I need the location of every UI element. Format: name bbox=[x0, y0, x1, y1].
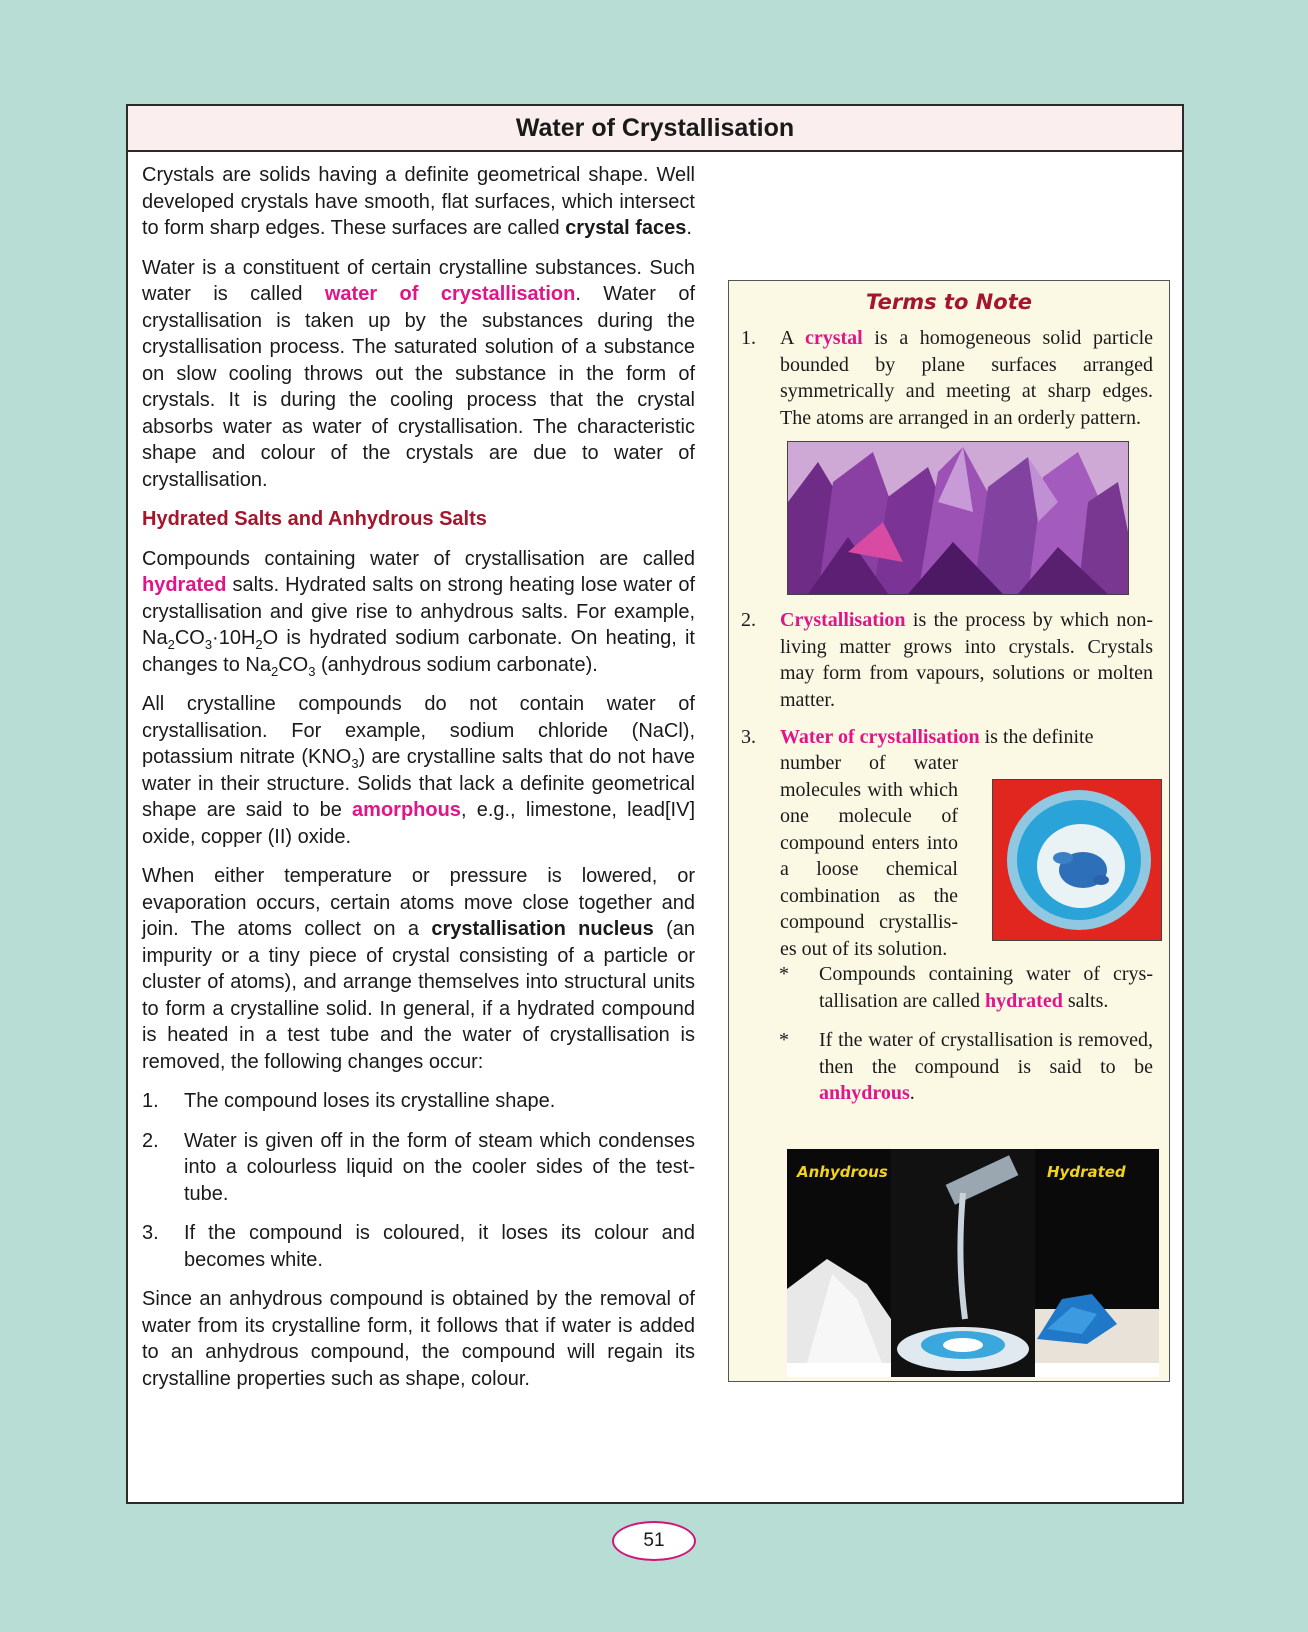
label-hydrated: Hydrated bbox=[1047, 1163, 1126, 1181]
paragraph-crystals: Crystals are solids having a definite geometrical shape. Well developed crystals have smooth, flat surfaces, which intersect to form sharp edges. These surfaces are called crystal faces. bbox=[142, 164, 695, 239]
term-item-water-of-crystallisation: 3. Water of crystallisation is the definite bbox=[741, 726, 1094, 748]
term-amorphous: amorphous bbox=[352, 799, 461, 821]
paragraph-water-constituent: Water is a constituent of certain crystalline substances. Such water is called water of crystallisation. Water of crystallisation is taken up by the substances during the crystallisation process. The saturated solution of a substance on slow cooling throws out the substance in the form of crystals. It is during the cooling process that the crystal absorbs water as water of crystallisation. The characteristic shape and colour of the crystals are due to water of crystallisation. bbox=[142, 256, 695, 491]
amethyst-crystal-image bbox=[787, 441, 1129, 595]
terms-title: Terms to Note bbox=[866, 290, 1032, 314]
anhydrous-hydrated-image bbox=[787, 1149, 1159, 1377]
paragraph-hydrated-salts: Compounds containing water of crystallisation are called hydrated salts. Hydrated salts on strong heating lose water of crystallisation and give rise to anhydrous salts. For example, $Na_2CO_3\cdot 10H_2O$ is hydrated sodium carbonate. On heating, it changes to $Na_2CO_3$ (anhydrous sodium carbonate). bbox=[142, 547, 695, 679]
term-crystal-faces: crystal faces bbox=[565, 217, 687, 239]
list-item: 1. The compound loses its crystalline shape. bbox=[142, 1090, 556, 1112]
copper-sulphate-bowl-image bbox=[992, 779, 1162, 941]
term-item-crystallisation: 2. Crystallisation is the process by which non-living matter grows into crystals. Crystals may form from vapours, solutions or molten matter. bbox=[741, 609, 1153, 711]
list-item: 2. Water is given off in the form of steam which condenses into a colourless liquid on the cooler sides of the test-tube. bbox=[142, 1129, 695, 1205]
page-title: Water of Crystallisation bbox=[128, 106, 1182, 152]
page-number: 51 bbox=[612, 1521, 696, 1561]
bullet-anhydrous: * If the water of crystallisation is removed, then the compound is said to be anhydrous. bbox=[779, 1029, 1153, 1104]
list-item: 3. If the compound is coloured, it loses its colour and becomes white. bbox=[142, 1222, 695, 1271]
bullet-hydrated: * Compounds containing water of crys-tallisation are called hydrated salts. bbox=[779, 963, 1153, 1012]
terms-to-note-box bbox=[728, 280, 1170, 1382]
term-item-crystal: 1. A crystal is a homogeneous solid particle bounded by plane surfaces arranged symmetrically and meeting at sharp edges. The atoms are arranged in an orderly pattern. bbox=[741, 327, 1154, 429]
paragraph-nucleus: When either temperature or pressure is lowered, or evaporation occurs, certain atoms move close together and join. The atoms collect on a crystallisation nucleus (an impurity or a tiny piece of crystal consisting of a particle or cluster of atoms), and arrange themselves into structural units to form a crystalline solid. In general, if a hydrated compound is heated in a test tube and the water of crystallisation is removed, the following changes occur: bbox=[142, 865, 695, 1073]
label-anhydrous: Anhydrous bbox=[797, 1163, 888, 1181]
term-water-of-crystallisation: water of crystallisation bbox=[324, 283, 576, 305]
paragraph-non-hydrated: All crystalline compounds do not contain water of crystallisation. For example, sodium chloride (NaCl), potassium nitrate $(KNO_3)$ are crystalline salts that do not have water in their structure. Solids that lack a definite geometrical shape are said to be amorphous, e.g., limestone, lead[IV] oxide, copper (II) oxide. bbox=[142, 693, 695, 848]
term-item-water-continuation: number of water molecules with which one molecule of compound enters into a loose chemical combination as the compound crystallis-es out of its solution. bbox=[780, 752, 958, 960]
content-frame bbox=[126, 104, 1184, 1504]
term-crystallisation-nucleus: crystallisation nucleus bbox=[431, 918, 654, 940]
main-text-column bbox=[142, 162, 695, 1405]
section-subheading: Hydrated Salts and Anhydrous Salts bbox=[142, 508, 487, 530]
term-hydrated: hydrated bbox=[142, 574, 227, 596]
paragraph-conclusion: Since an anhydrous compound is obtained by the removal of water from its crystalline form, it follows that if water is added to an anhydrous compound, the compound will regain its crystalline properties such as shape, colour. bbox=[142, 1288, 695, 1390]
